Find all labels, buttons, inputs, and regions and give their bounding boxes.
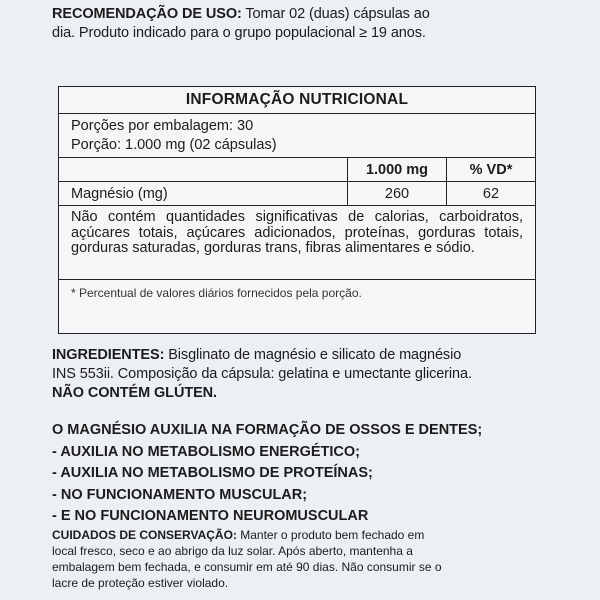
header-blank [59,158,347,181]
servings-info [59,114,535,158]
nutrient-quantity: 260 [347,182,446,205]
ingredientes [52,346,477,403]
nutrient-name: Magnésio (mg) [71,186,168,202]
benefit-item: - E NO FUNCIONAMENTO NEUROMUSCULAR [52,508,369,524]
benefit-item: - NO FUNCIONAMENTO MUSCULAR; [52,486,308,503]
nutrition-row-magnesio [59,182,535,206]
nutrition-footnote: * Percentual de valores diários fornecidos pela porção. [71,286,362,300]
cuidados-de-conservacao [52,527,442,591]
benefit-item: - AUXILIA NO METABOLISMO DE PROTEÍNAS; [52,465,373,481]
benefit-item: - AUXILIA NO METABOLISMO ENERGÉTICO; [52,443,360,460]
porcoes-por-embalagem: Porções por embalagem: 30 [71,118,254,134]
cuidados-label: CUIDADOS DE CONSERVAÇÃO: [52,528,237,542]
nutrient-vd: 62 [446,182,535,205]
gluten-warning: NÃO CONTÉM GLÚTEN. [52,385,217,401]
nutrition-note: Não contém quantidades significativas de calorias, carboidratos, açúcares totais, açúcares adicionados, proteínas, gorduras totais, gorduras saturadas, gorduras trans, fibras alimentares e sódio. [59,206,535,280]
porcao: Porção: 1.000 mg (02 cápsulas) [71,137,277,153]
header-vd: % VD* [446,158,535,181]
ingredientes-text: Bisglinato de magnésio e silicato de magnésio INS 553ii. Composição da cápsula: gelatina e umectante glicerina. [52,347,472,382]
recomendacao-label: RECOMENDAÇÃO DE USO: [52,6,242,22]
nutrition-table [58,86,536,334]
cuidados-text: Manter o produto bem fechado em local fresco, seco e ao abrigo da luz solar. Após aberto, mantenha a embalagem bem fechada, e consumir em até 90 dias. Não consumir se o lacre de proteção estiver violado. [52,528,442,590]
nutrition-header-row [59,158,535,182]
header-quantity: 1.000 mg [347,158,446,181]
benefit-item: O MAGNÉSIO AUXILIA NA FORMAÇÃO DE OSSOS E DENTES; [52,422,483,438]
benefits-list [52,420,572,528]
ingredientes-label: INGREDIENTES: [52,347,165,363]
recomendacao-de-uso [52,5,452,43]
recomendacao-text: Tomar 02 (duas) cápsulas ao dia. Produto indicado para o grupo populacional ≥ 19 anos. [52,6,430,41]
nutrition-table-title: INFORMAÇÃO NUTRICIONAL [59,87,535,114]
